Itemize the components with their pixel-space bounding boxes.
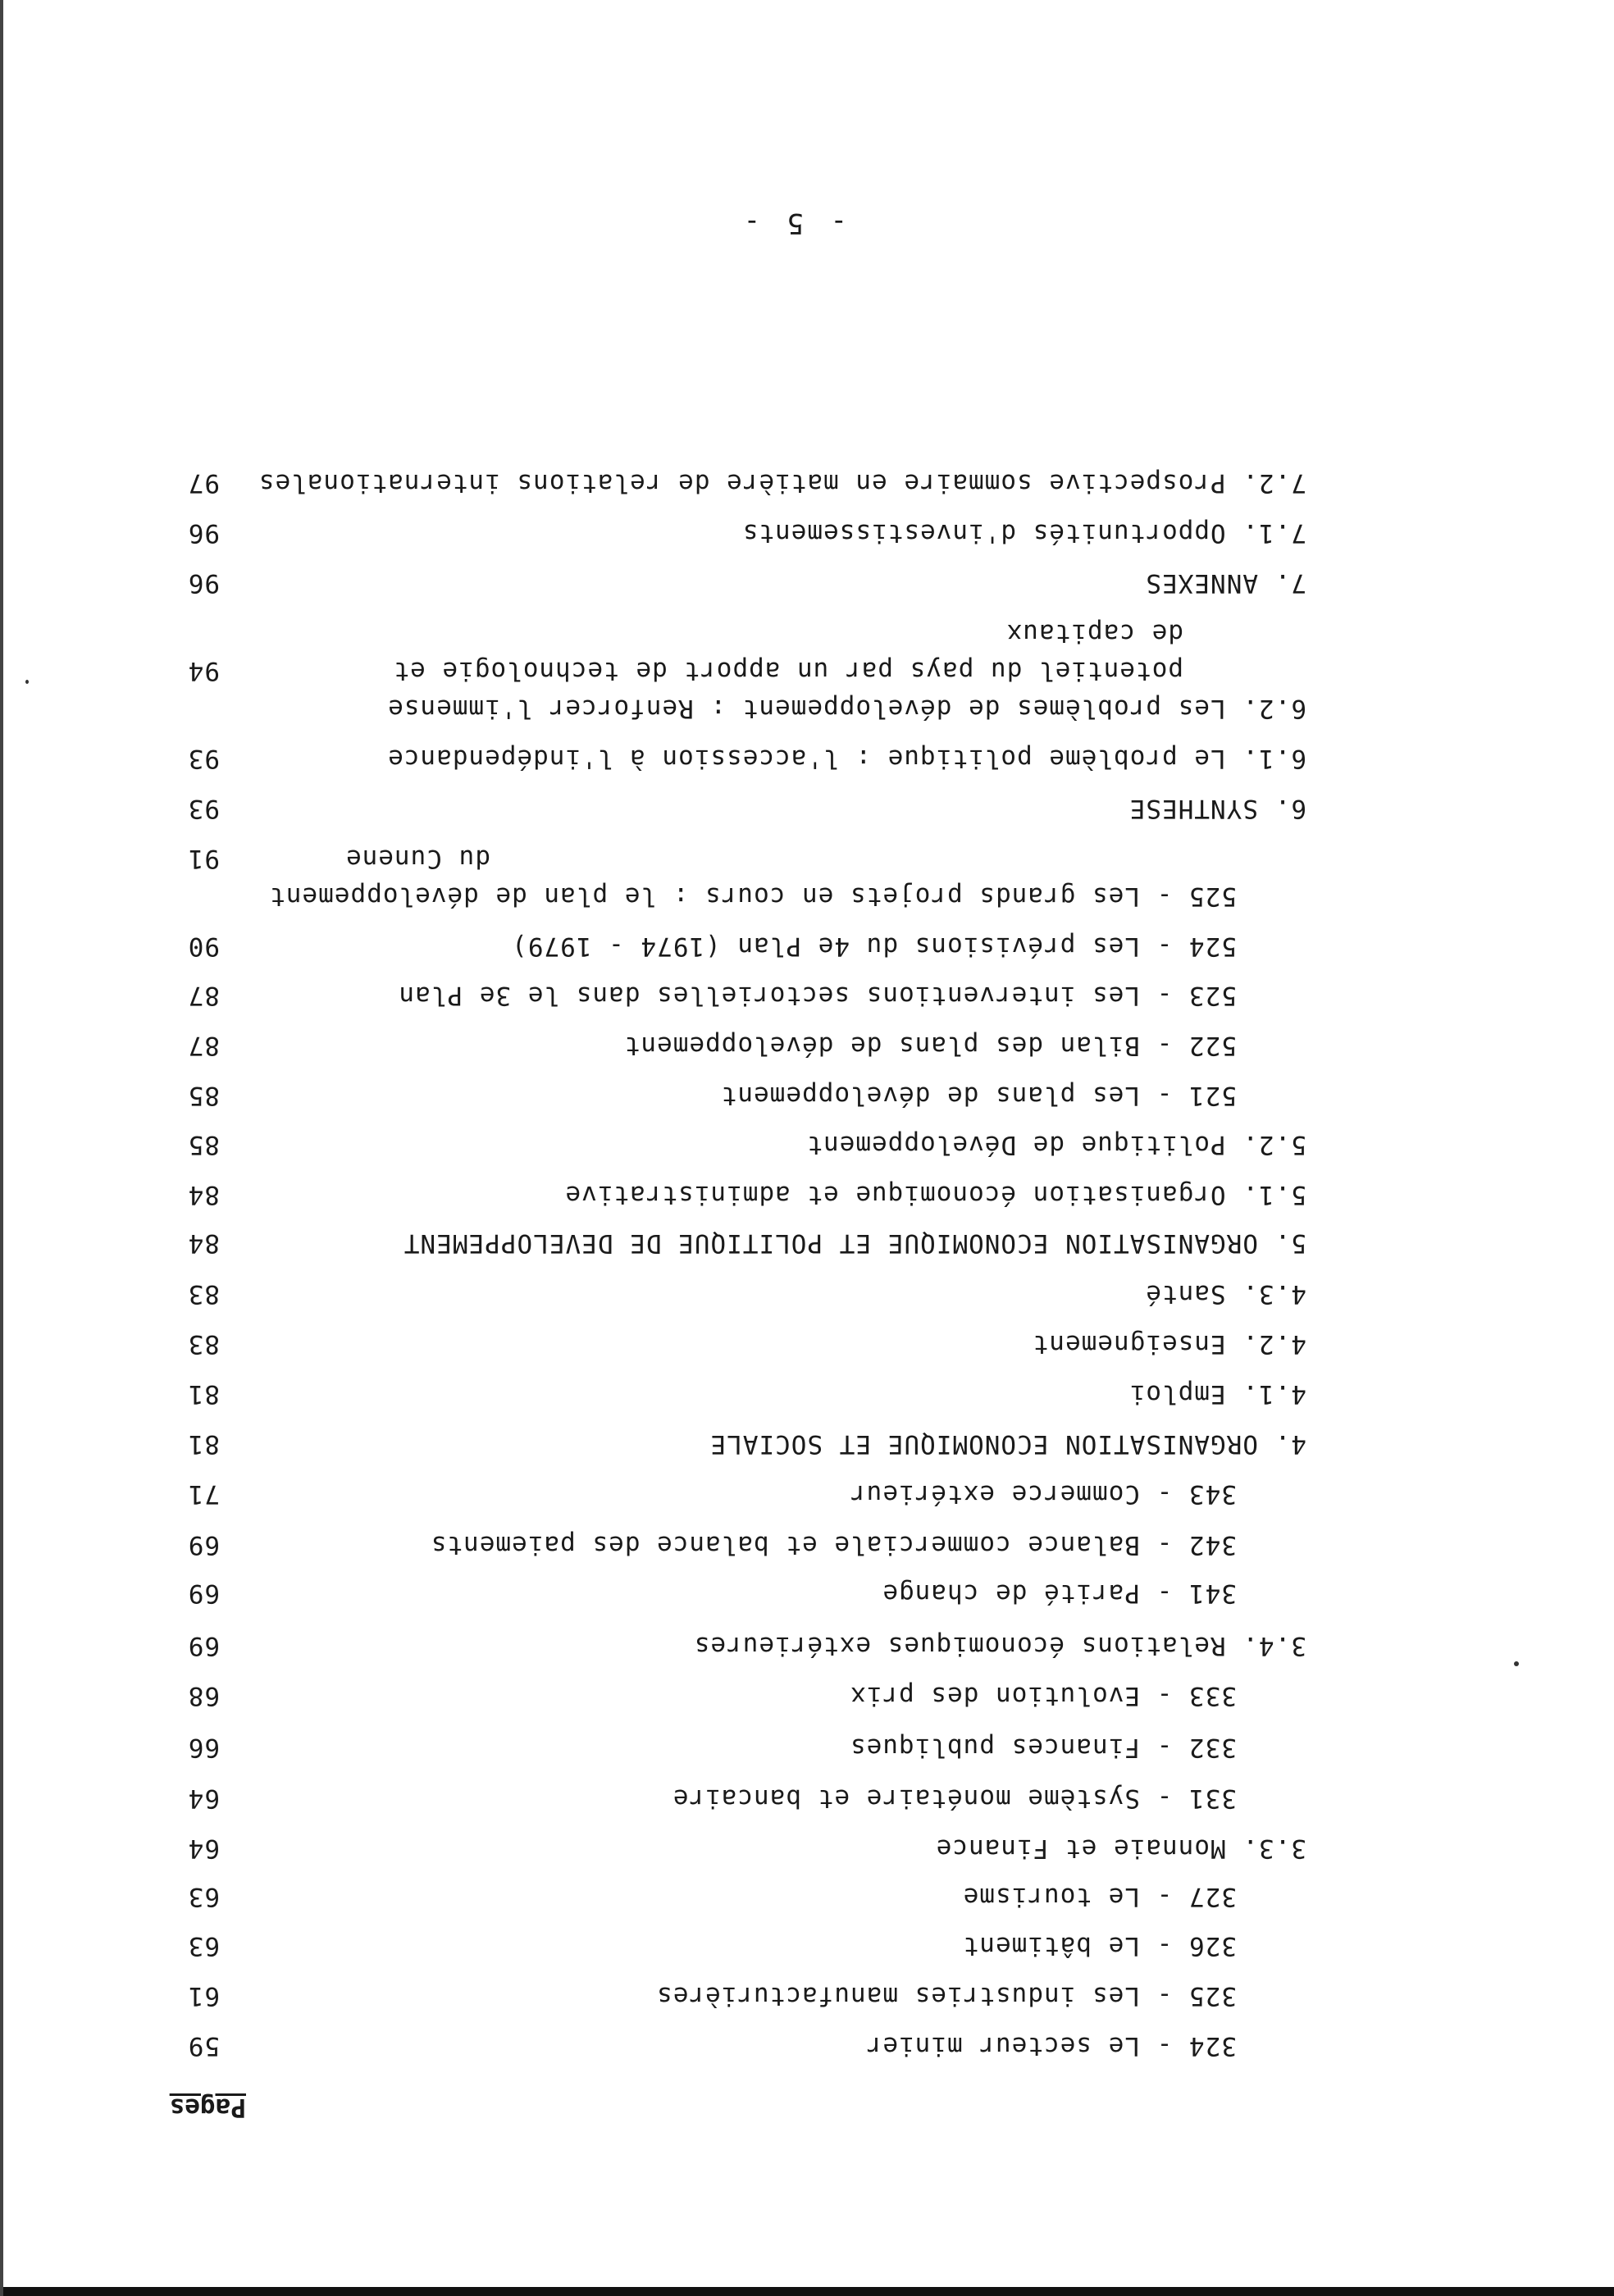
toc-entry-page: 69 — [187, 1578, 220, 1608]
toc-entry-title: 342 - Balance commerciale et balance des paiements — [430, 1530, 1237, 1560]
toc-entry-continuation: potentiel du pays par un apport de technologie et — [393, 656, 1183, 686]
toc-entry-page: 64 — [187, 1834, 220, 1863]
toc-entry-title: 3.3. Monnaie et Finance — [935, 1834, 1306, 1863]
toc-entry-page: 85 — [187, 1081, 220, 1110]
toc-entry-page: 63 — [187, 1882, 220, 1911]
toc-entry-title: 7.1. Opportunités d'investissements — [741, 518, 1306, 548]
toc-entry-title: 341 - Parité de change — [882, 1578, 1237, 1608]
toc-entry-page: 91 — [187, 844, 220, 873]
toc-entry-title: 333 - Evolution des prix — [850, 1681, 1237, 1711]
toc-entry-page: 64 — [187, 1784, 220, 1813]
toc-entry-page: 81 — [187, 1429, 220, 1459]
toc-entry-title: 6. SYNTHESE — [1128, 794, 1306, 823]
toc-entry-title: 521 - Les plans de développement — [720, 1081, 1237, 1110]
page-number: - 5 - — [738, 207, 847, 239]
toc-entry-title: 4. ORGANISATION ECONOMIQUE ET SOCIALE — [709, 1429, 1306, 1459]
toc-entry-page: 69 — [187, 1631, 220, 1660]
toc-entry-title: 327 - Le tourisme — [962, 1882, 1237, 1911]
toc-entry-page: 96 — [187, 518, 220, 548]
toc-entry-continuation: du Cunene — [345, 844, 490, 873]
toc-entry-page: 93 — [187, 744, 220, 773]
toc-entry-title: 525 - Les grands projets en cours : le plan de développement — [269, 882, 1237, 911]
toc-entry-page: 61 — [187, 1981, 220, 2011]
scan-edge-right — [0, 0, 3, 2296]
toc-entry-page: 83 — [187, 1329, 220, 1359]
scan-speck — [1514, 1661, 1519, 1666]
toc-entry-title: 3.4. Relations économiques extérieures — [693, 1631, 1306, 1660]
toc-entry-title: 326 - Le bâtiment — [962, 1931, 1237, 1961]
toc-entry-page: 69 — [187, 1530, 220, 1560]
toc-entry-title: 5.2. Politique de Développement — [806, 1130, 1306, 1159]
toc-entry-title: 5.1. Organisation économique et administrative — [564, 1180, 1306, 1210]
toc-entry-title: 324 - Le secteur minier — [865, 2031, 1237, 2061]
toc-entry-page: 85 — [187, 1130, 220, 1159]
toc-entry-title: 4.1. Emploi — [1128, 1379, 1306, 1409]
scan-edge-top — [0, 2287, 1614, 2296]
toc-entry-title: 331 - Système monétaire et bancaire — [672, 1784, 1237, 1813]
toc-entry-title: 6.1. Le problème politique : l'accession à l'indépendance — [387, 744, 1306, 773]
toc-entry-page: 63 — [187, 1931, 220, 1961]
toc-entry-title: 4.2. Enseignement — [1032, 1329, 1306, 1359]
toc-entry-title: 522 - Bilan des plans de développement — [623, 1031, 1237, 1060]
toc-entry-page: 90 — [187, 932, 220, 961]
toc-entry-page: 68 — [187, 1681, 220, 1711]
toc-entry-page: 84 — [187, 1228, 220, 1258]
toc-entry-title: 524 - Les prévisions du 4e Plan (1974 - 1979) — [511, 932, 1237, 961]
toc-entry-page: 87 — [187, 1031, 220, 1060]
toc-entry-title: 7. ANNEXES — [1145, 568, 1306, 598]
toc-entry-title: 325 - Les industries manufacturières — [656, 1981, 1237, 2011]
toc-entry-title: 5. ORGANISATION ECONOMIQUE ET POLITIQUE DE DEVELOPPEMENT — [403, 1228, 1306, 1258]
toc-entry-title: 523 - Les interventions sectorielles dans le 3e Plan — [398, 981, 1237, 1010]
toc-entry-page: 87 — [187, 981, 220, 1010]
toc-entry-title: 332 - Finances publiques — [850, 1733, 1237, 1762]
toc-entry-page: 66 — [187, 1733, 220, 1762]
toc-entry-page: 84 — [187, 1180, 220, 1210]
toc-entry-title: 6.2. Les problèmes de développement : Renforcer l'immense — [387, 694, 1306, 723]
toc-entry-page: 83 — [187, 1279, 220, 1309]
toc-entry-title: 343 - Commerce extérieur — [850, 1479, 1237, 1509]
toc-entry-page: 97 — [187, 468, 220, 498]
toc-entry-page: 94 — [187, 656, 220, 686]
toc-entry-title: 7.2. Prospective sommaire en matière de relations internationales — [258, 468, 1306, 498]
toc-entry-page: 59 — [187, 2031, 220, 2061]
toc-entry-page: 93 — [187, 794, 220, 823]
toc-entry-page: 96 — [187, 568, 220, 598]
pages-column-heading: Pages — [169, 2093, 246, 2122]
toc-entry-title: 4.3. Santé — [1145, 1279, 1306, 1309]
scan-speck — [25, 680, 29, 684]
toc-entry-page: 71 — [187, 1479, 220, 1509]
toc-entry-continuation: de capitaux — [1005, 618, 1183, 648]
toc-entry-page: 81 — [187, 1379, 220, 1409]
